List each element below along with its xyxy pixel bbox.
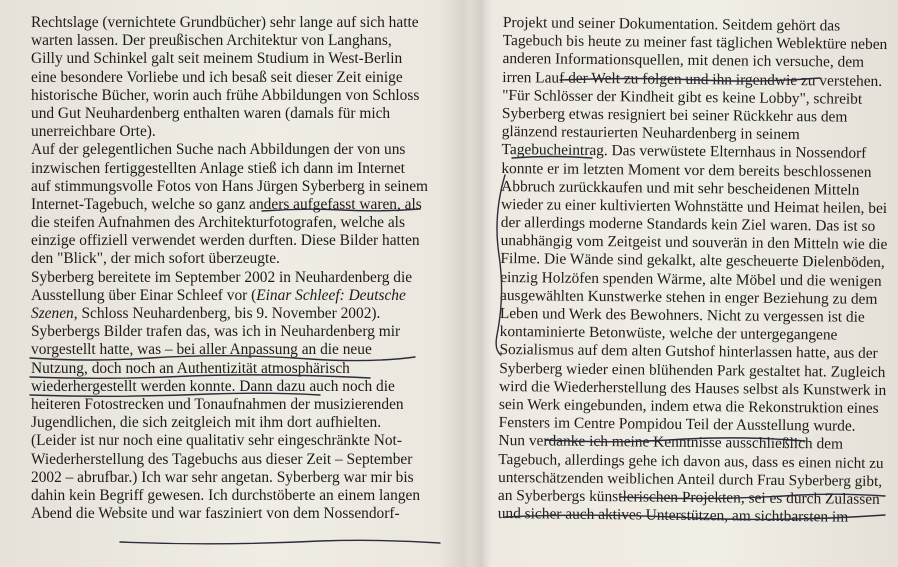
text-line: Syberbergs Bilder trafen das, was ich in Neuhardenberg mir	[31, 323, 401, 341]
text-line: "Für Schlösser der Kindheit gibt es keine Lobby", schreibt	[502, 86, 863, 108]
text-line: unterschätzenden weiblichen Anteil durch Frau Syberberg gibt,	[498, 468, 883, 490]
text-line: Nutzung, doch noch an Authentizität atmosphärisch	[31, 359, 350, 377]
text-line: Abbruch zurückkaufen und mit sehr bescheidenen Mitteln	[501, 177, 860, 199]
left-page-text	[31, 14, 467, 523]
text-line: Filme. Die Wände sind gekalkt, alte gescheuerte Dielenböden,	[500, 250, 885, 272]
text-line: die steifen Aufnahmen des Architekturfotografen, welche als	[31, 214, 405, 232]
text-line: Projekt und seiner Dokumentation. Seitdem gehört das	[502, 14, 841, 35]
text-line: konnte er im letzten Moment vor dem bereits beschlossenen	[501, 159, 872, 181]
text-line: kontaminierte Betonwüste, welche der untergegangene	[499, 323, 838, 344]
text-line: 2002 – abrufbar.) Ich war sehr angetan. Syberberg war mir bis	[31, 468, 414, 486]
text-line: an Syberbergs künstlerischen Projekten, sei es durch Zulassen	[497, 486, 880, 508]
text-line: heiteren Fotostrecken und Tonaufnahmen der musizierenden	[31, 395, 404, 413]
text-line: vorgestellt hatte, was – bei aller Anpassung an die neue	[31, 341, 372, 359]
text-line: irren Lauf der Welt zu folgen und ihn irgendwie zu verstehen.	[502, 68, 883, 90]
text-line: Tagebuch, allerdings gehe ich davon aus, dass es einen nicht zu	[498, 450, 884, 472]
text-line: Nun verdanke ich meine Kenntnisse ausschließlich dem	[498, 432, 844, 453]
book-gutter	[470, 0, 492, 567]
text-line: wieder zu einer kultivierten Wohnstätte und Heimat heilen, bei	[500, 195, 888, 217]
text-line: (Leider ist nur noch eine qualitativ sehr eingeschränkte Not-	[31, 432, 402, 450]
text-line: und sicher auch aktives Unterstützen, am sichtbarsten im	[497, 505, 849, 526]
text-line: eine besondere Vorliebe und ich besaß seit dieser Zeit einige	[31, 68, 403, 86]
text-line: Abend die Website und war fasziniert von dem Nossendorf-	[31, 505, 400, 523]
text-line: einzig Holzöfen spenden Wärme, alte Möbel und die wenigen	[500, 268, 882, 290]
text-line: Tagebucheintrag. Das verwüstete Elternhaus in Nossendorf	[501, 141, 867, 163]
text-line: warten lassen. Der preußischen Architektur von Langhans,	[31, 32, 392, 50]
text-line: Syberberg etwas resigniert bei seiner Rückkehr aus dem	[501, 104, 848, 126]
text-line: Fensters im Centre Pompidou Teil der Ausstellung wurde.	[498, 414, 856, 435]
text-line: Rechtslage (vernichtete Grundbücher) sehr lange auf sich hatte	[31, 14, 419, 31]
text-line: ausgewählten Kunstwerke stehen in enger Beziehung zu dem	[499, 286, 878, 308]
text-line: glänzend restaurierten Neuhardenberg in seinem	[501, 123, 800, 144]
text-line: wiederhergestellt werden konnte. Dann dazu auch noch die	[31, 377, 395, 395]
text-line: Leben und Werk des Bewohners. Nicht zu vergessen ist die	[499, 304, 865, 326]
text-line: dahin kein Begriff gewesen. Ich durchstöberte an einem langen	[31, 486, 421, 504]
text-line: anderen Informationsquellen, mit denen ich versuche, dem	[502, 50, 865, 72]
text-line: Sozialismus auf dem alten Gutshof hinterlassen hatte, aus der	[499, 341, 878, 363]
text-line	[31, 287, 467, 305]
text-line: Gilly und Schinkel galt seit meinem Studium in West-Berlin	[31, 50, 403, 68]
right-page-text	[498, 14, 891, 527]
text-line: unabhängig vom Zeitgeist und souverän in den Mitteln wie die	[500, 232, 888, 254]
text-line: und Gut Neuhardenberg enthalten waren (damals für mich	[31, 104, 391, 122]
text-line: Auf der gelegentlichen Suche nach Abbildungen der von uns	[31, 141, 406, 159]
text-line	[31, 305, 467, 323]
underline-mark	[120, 540, 440, 543]
text-line: Jugendlichen, die sich zeitgleich mit ihm dort aufhielten.	[31, 414, 382, 432]
text-line: einzige offiziell verwendet werden durften. Diese Bilder hatten	[31, 232, 420, 250]
italic-title: Einar Schleef: Deutsche	[256, 286, 406, 304]
text-line: inzwischen fertiggestellten Anlage stieß ich dann im Internet	[31, 159, 405, 177]
text-line: Syberberg wieder einen blühenden Park gestaltet hat. Zugleich	[499, 359, 886, 381]
text-line: historische Bücher, worin auch frühe Abbildungen von Schloss	[31, 86, 420, 104]
text-line: Internet-Tagebuch, welche so ganz anders aufgefasst waren, als	[31, 195, 422, 213]
text-line: unerreichbare Orte).	[31, 123, 156, 141]
text-line: wird die Wiederherstellung des Hauses selbst als Kunstwerk in	[499, 377, 887, 399]
text-run: Ausstellung über Einar Schleef vor (	[31, 286, 257, 304]
text-line: Syberberg bereitete im September 2002 in Neuhardenberg die	[31, 268, 413, 286]
text-line: den "Blick", der mich sofort überzeugte.	[31, 250, 280, 268]
text-line: auf stimmungsvolle Fotos von Hans Jürgen Syberberg in seinem	[31, 177, 428, 195]
text-line: sein Werk eingebunden, indem etwa die Rekonstruktion eines	[498, 395, 879, 417]
text-line: der allerdings moderne Standards kein Ziel waren. Das ist so	[500, 214, 876, 235]
text-line: Tagebuch bis heute zu meiner fast täglichen Weblektüre neben	[502, 32, 888, 54]
text-line: Wiederherstellung des Tagebuchs aus dieser Zeit – September	[31, 450, 413, 468]
italic-title: Szenen	[31, 305, 74, 322]
text-run: , Schloss Neuhardenberg, bis 9. November 2002).	[73, 305, 381, 322]
